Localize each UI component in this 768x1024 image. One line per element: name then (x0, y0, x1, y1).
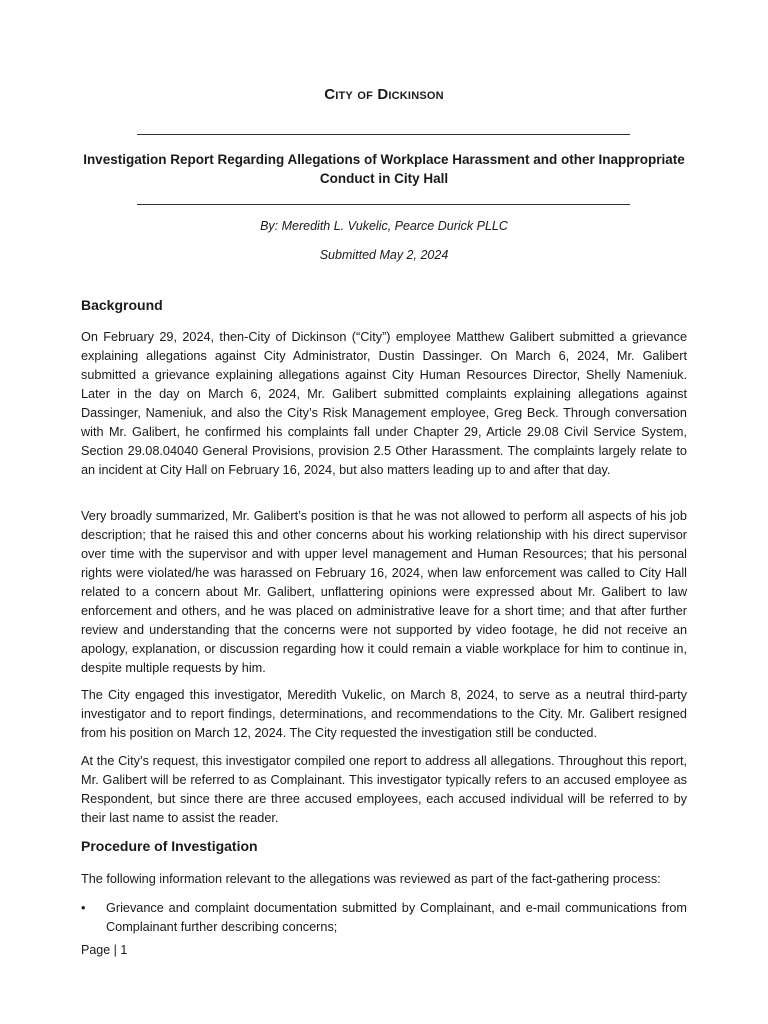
background-paragraph-2: Very broadly summarized, Mr. Galibert’s position is that he was not allowed to perform all aspects of his job description; that he raised this and other concerns about his working relationship with his direct supervisor over time with the supervisor and with upper level management and Human Resources; that his personal rights were violated/he was harassed on February 16, 2024, when law enforcement was called to City Hall related to a concern about Mr. Galibert, unflattering opinions were expressed about Mr. Galibert to law enforcement and others, and he was placed on administrative leave for a short time; and that after further review and understanding that the concerns were not supported by video footage, he did not receive an apology, explanation, or discussion regarding how it could remain a viable workplace for him to continue in, despite multiple requests by him. (81, 509, 687, 675)
bullet-icon: • (81, 901, 86, 915)
background-paragraph-1: On February 29, 2024, then-City of Dickinson (“City”) employee Matthew Galibert submitted a grievance explaining allegations against City Administrator, Dustin Dassinger. On March 6, 2024, Mr. Galibert submitted a grievance explaining allegations against City Human Resources Director, Shelly Nameniuk. Later in the day on March 6, 2024, Mr. Galibert submitted complaints explaining allegations against Dassinger, Nameniuk, and also the City’s Risk Management employee, Greg Beck. Through conversation with Mr. Galibert, he confirmed his complaints fall under Chapter 29, Article 29.08 Civil Service System, Section 29.08.04040 General Provisions, provision 2.5 Other Harassment. The complaints largely relate to an incident at City Hall on February 16, 2024, but also matters leading up to and after that day. (81, 330, 687, 477)
background-paragraph-4: At the City’s request, this investigator compiled one report to address all allegations. Throughout this report, Mr. Galibert will be referred to as Complainant. This investigator typically refers to an accused employee as Respondent, but since there are three accused employees, each accused individual will be referred to by their last name to assist the reader. (81, 754, 687, 825)
submitted-date: Submitted May 2, 2024 (319, 248, 449, 262)
procedure-intro: The following information relevant to the allegations was reviewed as part of the fact-gathering process: (81, 872, 661, 886)
title-divider-bottom (137, 204, 630, 205)
section-heading-procedure: Procedure of Investigation (81, 838, 258, 854)
page-number: Page | 1 (81, 943, 128, 957)
background-paragraph-3: The City engaged this investigator, Meredith Vukelic, on March 8, 2024, to serve as a neutral third-party investigator and to report findings, determinations, and recommendations to the City. Mr. Galibert resigned from his position on March 12, 2024. The City requested the investigation still be conducted. (81, 688, 687, 740)
document-title: City of Dickinson (324, 86, 444, 103)
author-byline: By: Meredith L. Vukelic, Pearce Durick PLLC (260, 219, 508, 233)
report-subject: Investigation Report Regarding Allegations of Workplace Harassment and other Inappropriate Conduct in City Hall (83, 152, 685, 186)
title-divider-top (137, 134, 630, 135)
document-page (81, 0, 687, 1024)
section-heading-background: Background (81, 297, 163, 313)
list-item-text: Grievance and complaint documentation submitted by Complainant, and e-mail communications from Complainant further describing concerns; (106, 901, 687, 934)
